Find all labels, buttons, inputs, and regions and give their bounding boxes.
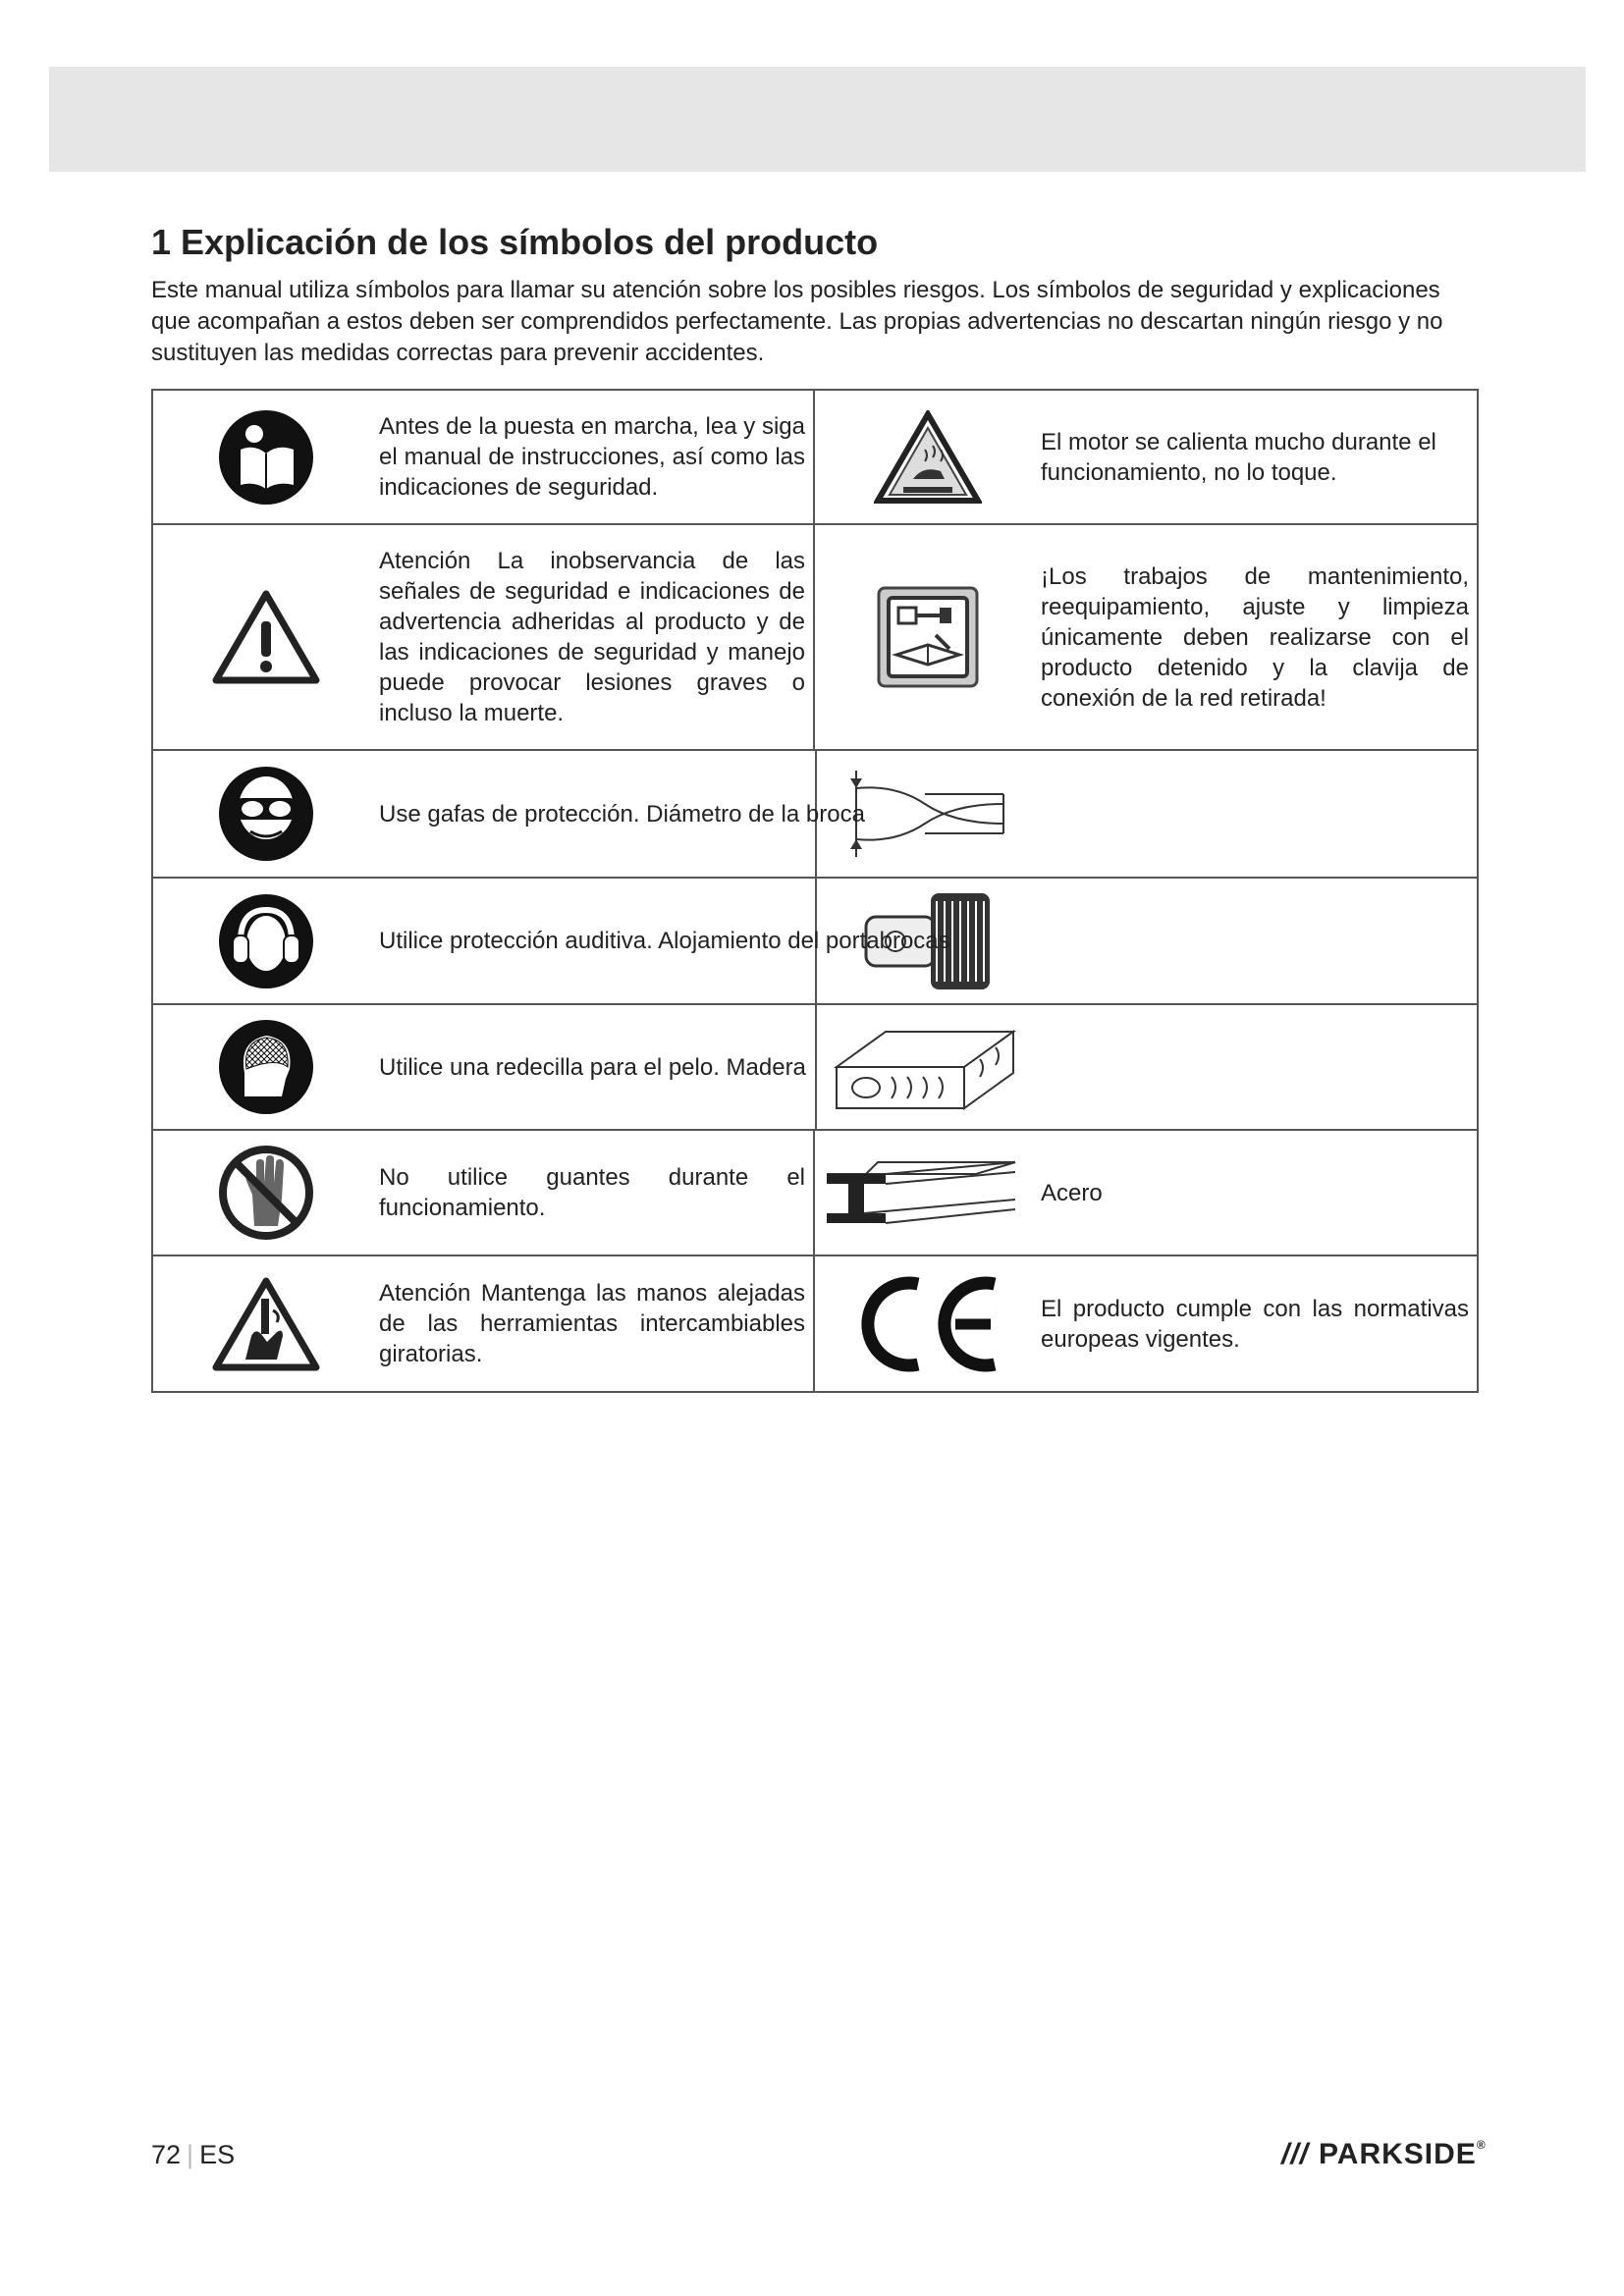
symbols-table [151,389,1479,1393]
table-row [153,525,1477,751]
symbol-cell [153,1131,815,1255]
registered-icon: ® [1476,2138,1487,2152]
table-row [153,1131,1477,1256]
table-row [153,391,1477,525]
symbol-text: Utilice una redecilla para el pelo. Madera [379,1053,806,1081]
brand-mark: /// [1281,2138,1310,2170]
steel-beam-icon [815,1148,1041,1237]
symbol-text: Use gafas de protección. Diámetro de la broca [379,800,865,828]
symbol-text: Antes de la puesta en marcha, lea y siga el manual de instrucciones, así como las indicaciones de seguridad. [379,413,805,501]
ce-mark-icon [815,1270,1041,1378]
intro-paragraph: Este manual utiliza símbolos para llamar su atención sobre los posibles riesgos. Los símbolos de seguridad y explicaciones que acompañan a estos deben ser comprendidos perfectamente. Las propias advertencias no descartan ningún riesgo y no sustituyen las medidas correctas para prevenir accidentes. [151,277,1443,366]
page-footer [151,2140,235,2170]
brand-name: PARKSIDE [1319,2138,1477,2170]
page-title: 1 Explicación de los símbolos del producto [151,222,879,262]
symbol-cell [815,525,1477,749]
symbol-cell [815,751,1477,877]
symbol-text: El producto cumple con las normativas europeas vigentes. [1041,1295,1469,1353]
table-row [153,1256,1477,1391]
symbol-cell [153,879,950,1003]
symbol-text: ¡Los trabajos de mantenimiento, reequipamiento, ajuste y limpieza únicamente deben realizarse con el producto detenido y la clavija de conexión de la red retirada! [1041,562,1469,712]
hot-surface-icon [815,410,1041,505]
hair-net-icon [153,1018,379,1116]
symbol-cell [153,751,865,877]
symbol-text: Utilice protección auditiva. Alojamiento del portabrocas [379,928,950,954]
table-row [153,751,1477,879]
symbol-cell [153,1005,815,1129]
brand-logo [1281,2138,1487,2171]
unplug-maintenance-icon [815,586,1041,688]
symbol-text: No utilice guantes durante el funcionamiento. [379,1164,805,1221]
symbol-cell [815,1256,1477,1391]
table-row [153,879,1477,1005]
read-manual-icon [153,408,379,507]
symbol-cell [153,525,815,749]
ear-protection-icon [153,892,379,990]
safety-goggles-icon [153,765,379,863]
wood-icon [817,1018,1043,1116]
symbol-cell [815,1131,1477,1255]
symbol-cell [815,391,1477,523]
footer-divider: | [187,2140,194,2169]
symbol-cell [153,1256,815,1391]
symbol-text: El motor se calienta mucho durante el funcionamiento, no lo toque. [1041,428,1436,486]
symbol-cell [153,391,815,523]
symbol-text: Atención Mantenga las manos alejadas de las herramientas intercambiables giratorias. [379,1280,805,1367]
rotating-tool-hand-icon [153,1275,379,1373]
page-number: 72 [151,2140,182,2169]
symbol-text: Atención La inobservancia de las señales de seguridad e indicaciones de advertencia adheridas al producto y de las indicaciones de seguridad y manejo puede provocar lesiones graves o incluso la muerte. [379,548,805,726]
symbol-cell [815,1005,1477,1129]
table-row [153,1005,1477,1131]
header-band [49,67,1586,172]
symbol-text: Acero [1041,1179,1103,1206]
no-gloves-icon [153,1144,379,1242]
language-code: ES [199,2140,236,2169]
warning-triangle-icon [153,588,379,686]
